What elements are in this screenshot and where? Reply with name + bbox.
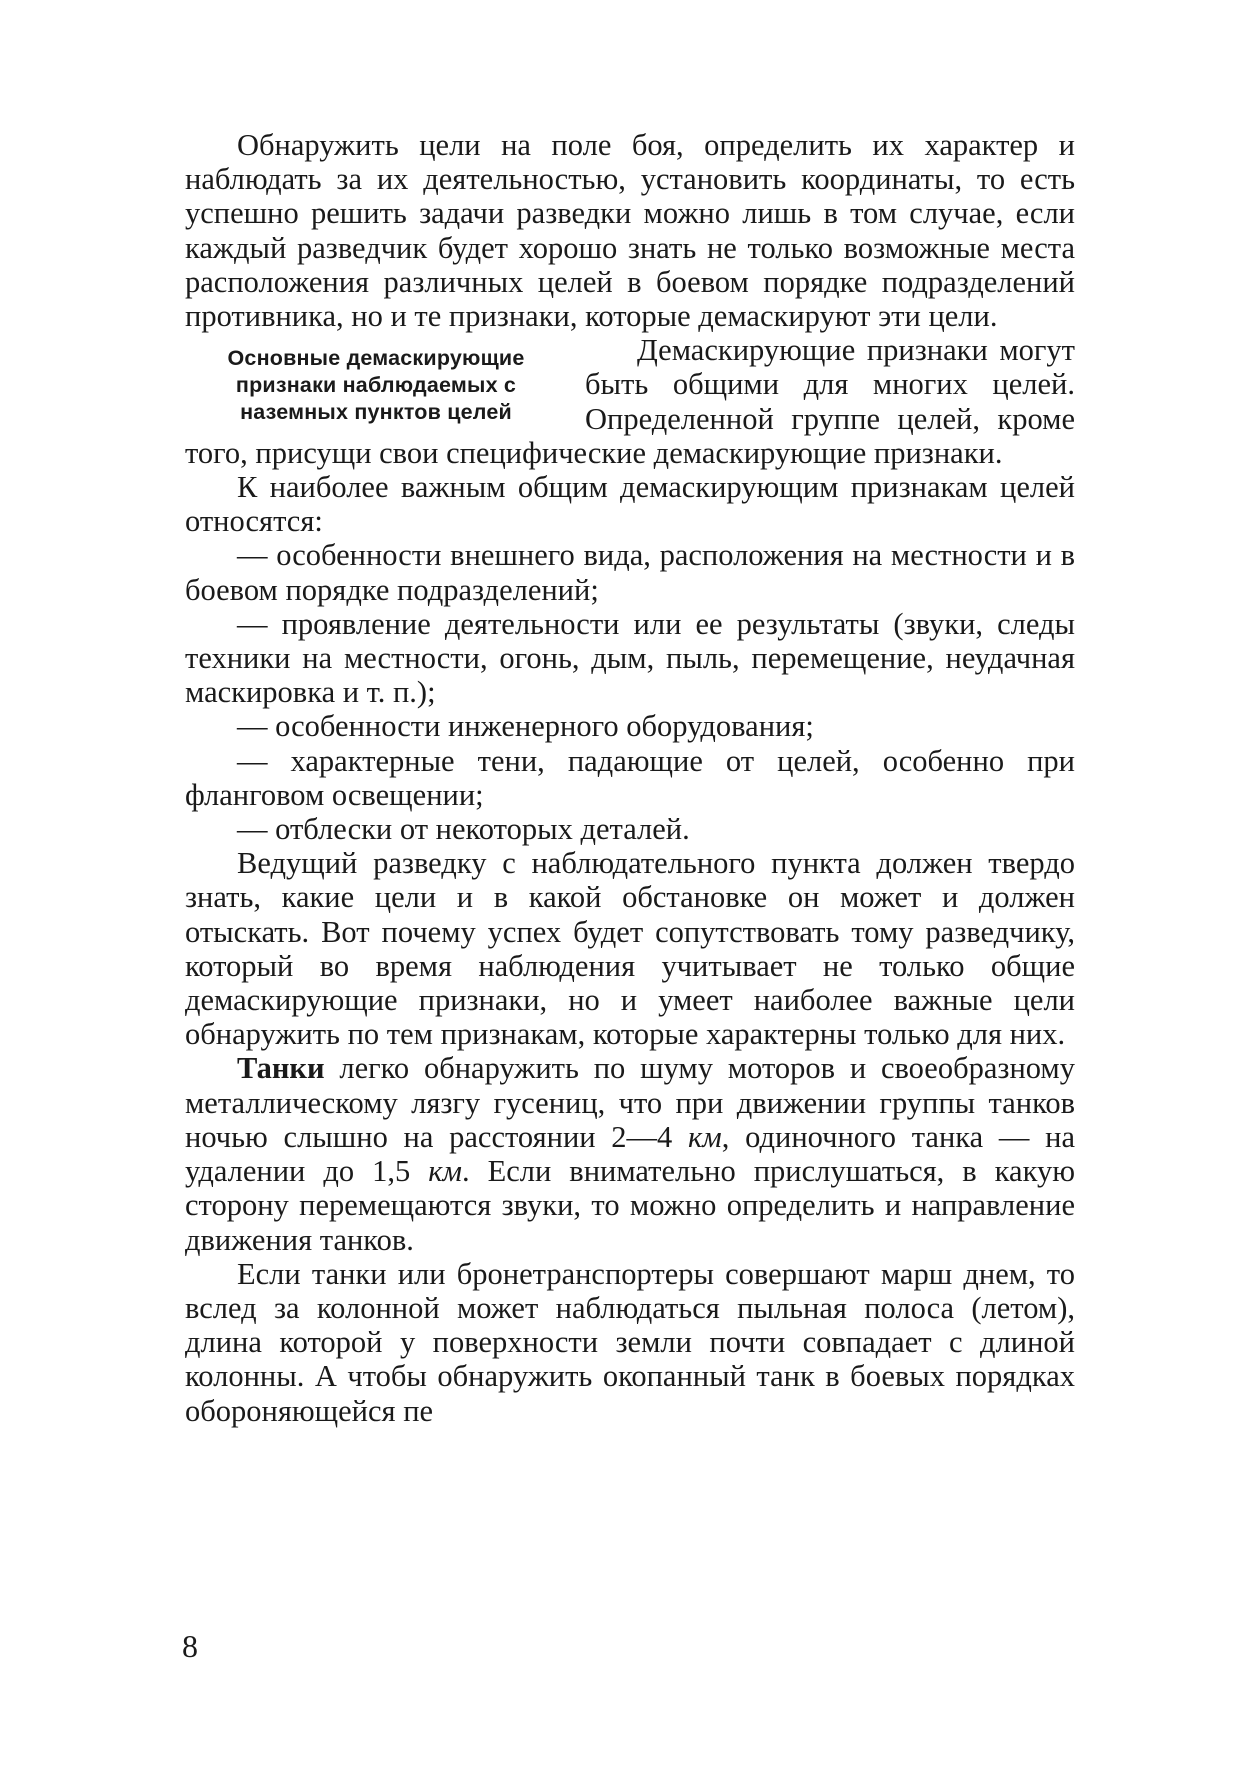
list-item: — особенности инженерного оборудования; [237, 709, 814, 744]
list-item: — особенности внешнего вида, расположения на местности и в боевом порядке подразделений; [185, 538, 1075, 607]
unit-km: км [688, 1119, 722, 1154]
list-item: — проявление деятельности или ее результаты (звуки, следы техники на местности, огонь, дым, пыль, перемещение, неудачная маскировка и т. п.); [185, 606, 1075, 710]
paragraph-lead: Ведущий разведку с наблюдательного пункта должен твердо знать, какие цели и в какой обстановке он может и должен отыскать. Вот почему успех будет сопутствовать тому разведчику, который во время наблюдения учитывает не только общие демаскирующие признаки, но и умеет наиболее важные цели обнаружить по тем признакам, которые характерны только для них. [185, 846, 1075, 1052]
page-body [185, 128, 1075, 1428]
tanks-text-3: . Если внимательно прислушаться, в какую сторону перемещаются звуки, то можно определить и направление движения танков. [185, 1154, 1075, 1257]
unit-km: км [428, 1154, 462, 1189]
list-item: — характерные тени, падающие от целей, особенно при фланговом освещении; [185, 743, 1075, 812]
paragraph-side: Демаскирующие признаки могут быть общими для многих целей. Определенной группе целей, кроме того, присущи свои специфические демаскирующие признаки. [185, 333, 1075, 470]
paragraph-last: Если танки или бронетранспортеры совершают марш днем, то вслед за колонной может наблюдаться пыльная полоса (летом), длина которой у поверхности земли почти совпадает с длиной колонны. А чтобы обнаружить окопанный танк в боевых порядках обороняющейся пе [185, 1256, 1075, 1428]
list-item: — отблески от некоторых деталей. [237, 812, 690, 847]
paragraph-intro: Обнаружить цели на поле боя, определить их характер и наблюдать за их деятельностью, установить координаты, то есть успешно решить задачи разведки можно лишь в том случае, если каждый разведчик будет хорошо знать не только возможные места расположения различных целей в боевом порядке подразделений противника, но и те признаки, которые демаскируют эти цели. [185, 128, 1075, 334]
paragraph-tanks [185, 1051, 1075, 1256]
tanks-heading: Танки [237, 1051, 325, 1086]
tanks-text-2: , одиночного танка — на удалении до 1,5 [185, 1119, 1075, 1189]
side-heading: Основные демаскирующие признаки наблюдаемых с наземных пунктов целей [227, 346, 525, 425]
tanks-text-1: легко обнаружить по шуму моторов и своеобразному металлическому лязгу гусениц, что при движении группы танков ночью слышно на расстоянии 2—4 [185, 1051, 1075, 1154]
page-number: 8 [182, 1628, 198, 1664]
paragraph-list-intro: К наиболее важным общим демаскирующим признакам целей относятся: [185, 470, 1075, 539]
